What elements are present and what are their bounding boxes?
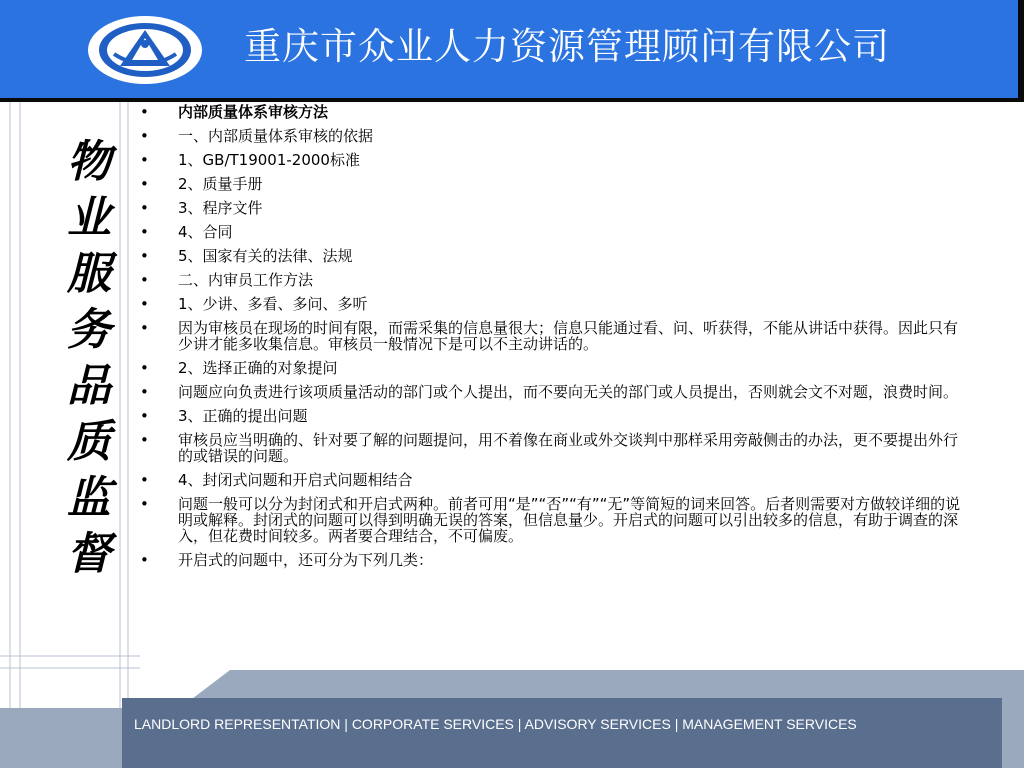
list-item	[138, 176, 968, 192]
list-item-text: 2、质量手册	[178, 175, 263, 193]
content-list	[138, 104, 968, 576]
list-item	[138, 224, 968, 240]
bullet-icon: •	[140, 431, 149, 449]
list-item	[138, 272, 968, 288]
bullet-icon: •	[140, 247, 149, 265]
bullet-icon: •	[140, 383, 149, 401]
list-item-text: 2、选择正确的对象提问	[178, 359, 338, 377]
list-item	[138, 104, 968, 120]
list-item-text: 开启式的问题中，还可分为下列几类：	[178, 551, 434, 569]
bullet-icon: •	[140, 127, 149, 145]
bullet-icon: •	[140, 199, 149, 217]
header-divider	[0, 98, 1024, 102]
bullet-icon: •	[140, 471, 149, 489]
list-item-text: 因为审核员在现场的时间有限，而需采集的信息量很大；信息只能通过看、问、听获得，不能从讲话中获得。因此只有少讲才能多收集信息。审核员一般情况下是可以不主动讲话的。	[178, 319, 959, 353]
list-item-text: 问题一般可以分为封闭式和开启式两种。前者可用“是”“否”“有”“无”等简短的词来回答。后者则需要对方做较详细的说明或解释。封闭式的问题可以得到明确无误的答案，但信息量少。开启式的问题可以引出较多的信息，有助于调查的深入，但花费时间较多。两者要合理结合，不可偏废。	[178, 495, 961, 545]
bullet-icon: •	[140, 295, 149, 313]
bullet-icon: •	[140, 319, 149, 337]
list-item	[138, 472, 968, 488]
bullet-icon: •	[140, 551, 149, 569]
list-item-text: 4、合同	[178, 223, 233, 241]
list-item-text: 一、内部质量体系审核的依据	[178, 127, 374, 145]
company-name: 重庆市众业人力资源管理顾问有限公司	[244, 25, 890, 68]
bullet-icon: •	[140, 223, 149, 241]
bullet-icon: •	[140, 151, 149, 169]
list-item-text: 3、程序文件	[178, 199, 263, 217]
list-item-text: 1、GB/T19001-2000标准	[178, 151, 360, 169]
bullet-icon: •	[140, 271, 149, 289]
list-item	[138, 552, 968, 568]
list-item	[138, 152, 968, 168]
list-item	[138, 432, 968, 464]
list-item	[138, 296, 968, 312]
company-logo	[86, 14, 204, 86]
list-item-text: 审核员应当明确的、针对要了解的问题提问，用不着像在商业或外交谈判中那样采用旁敲侧击的办法，更不要提出外行的或错误的问题。	[178, 431, 959, 465]
list-item	[138, 200, 968, 216]
list-item	[138, 384, 968, 400]
sidebar-title: 物业服务品质监督	[59, 138, 110, 586]
bullet-icon: •	[140, 103, 149, 121]
bullet-icon: •	[140, 175, 149, 193]
footer-services-text: LANDLORD REPRESENTATION | CORPORATE SERVICES | ADVISORY SERVICES | MANAGEMENT SERVICES	[134, 716, 857, 732]
header-shadow	[1018, 0, 1024, 102]
bullet-icon: •	[140, 407, 149, 425]
list-item-text: 二、内审员工作方法	[178, 271, 314, 289]
bullet-icon: •	[140, 359, 149, 377]
list-item-text: 4、封闭式问题和开启式问题相结合	[178, 471, 413, 489]
list-item-text: 问题应向负责进行该项质量活动的部门或个人提出，而不要向无关的部门或人员提出，否则就会文不对题，浪费时间。	[178, 383, 959, 401]
list-item	[138, 248, 968, 264]
list-item-text: 内部质量体系审核方法	[178, 103, 329, 121]
list-item	[138, 496, 968, 544]
list-item	[138, 320, 968, 352]
list-item-text: 1、少讲、多看、多问、多听	[178, 295, 368, 313]
list-item	[138, 360, 968, 376]
list-item-text: 3、正确的提出问题	[178, 407, 308, 425]
list-item	[138, 408, 968, 424]
list-item	[138, 128, 968, 144]
bullet-icon: •	[140, 495, 149, 513]
list-item-text: 5、国家有关的法律、法规	[178, 247, 353, 265]
